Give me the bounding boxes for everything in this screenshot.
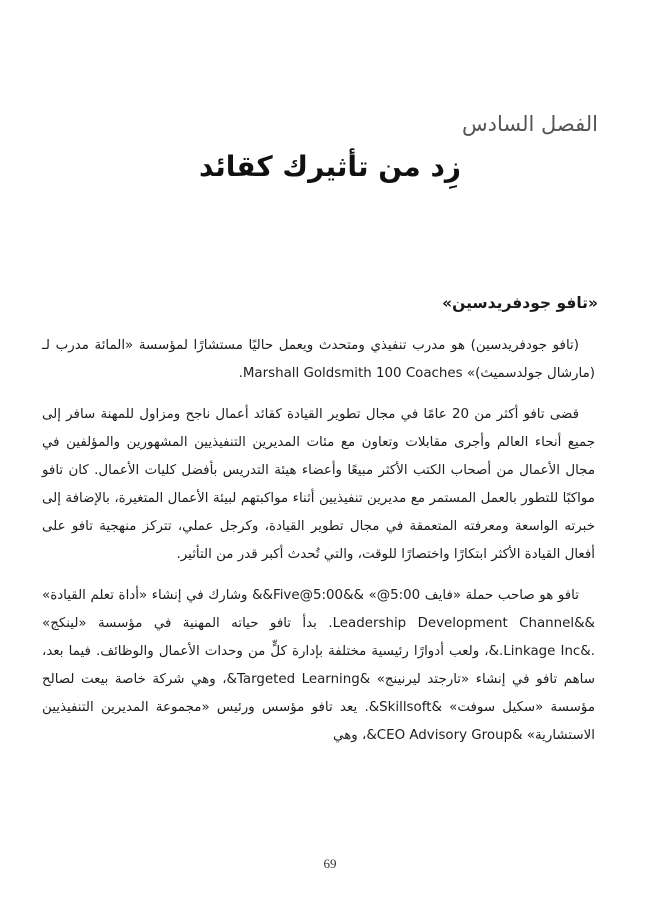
paragraph-experience: قضى تافو أكثر من 20 عامًا في مجال تطوير القيادة كقائد أعمال ناجح ومزاول للمهنة سافر إلى جميع أنحاء العالم وأجرى مقابلات وتعاون مع مئات المديرين التنفيذيين المشهورين والمؤلفين في مجال الأعمال من أصحاب الكتب الأكثر مبيعًا وأعضاء هيئة التدريس بأفضل كليات الأعمال. كان تافو مواكبًا للتطور بالعمل المستمر مع مديرين تنفيذيين أثناء مواكبتهم لبيئة الأعمال المتغيرة، بالإضافة إلى خبرته الواسعة ومعرفته المتعمقة في مجال تطوير القيادة، وكرجل عملي، تتركز منهجية تافو على أفعال القيادة الأكثر ابتكارًا واختصارًا للوقت، والتي تُحدث أكبر قدر من التأثير. xyxy=(42,407,595,562)
section-heading: «تافو جودفريدسين» xyxy=(442,294,598,312)
body-text xyxy=(42,332,595,763)
paragraph-career: تافو هو صاحب حملة «فايف 5:00@» &&Five@5:00&& وشارك في إنشاء «أداة تعلم القيادة» &&Leadership Development Channel. بدأ تافو حياته المهنية في مؤسسة «لينكج» .&Linkage Inc.&، ولعب أدوارًا رئيسية مختلفة بإدارة كلٍّ من وحدات الأعمال والوظائف. فيما بعد، ساهم تافو في إنشاء «تارجتد ليرنينج» &Targeted Learning&، وهي شركة خاصة بيعت لصالح مؤسسة «سكيل سوفت» &Skillsoft&. يعد تافو مؤسس ورئيس «مجموعة المديرين التنفيذيين الاستشارية» &CEO Advisory Group&، وهي xyxy=(42,588,595,743)
page-number: 69 xyxy=(323,856,337,871)
chapter-title: زِد من تأثيرك كقائد xyxy=(199,150,461,183)
paragraph-intro: (تافو جودفريدسين) هو مدرب تنفيذي ومتحدث ويعمل حاليًا مستشارًا لمؤسسة «المائة مدرب لـ (مارشال جولدسميث)» Marshall Goldsmith 100 Coaches. xyxy=(42,338,595,381)
chapter-label: الفصل السادس xyxy=(462,112,598,136)
